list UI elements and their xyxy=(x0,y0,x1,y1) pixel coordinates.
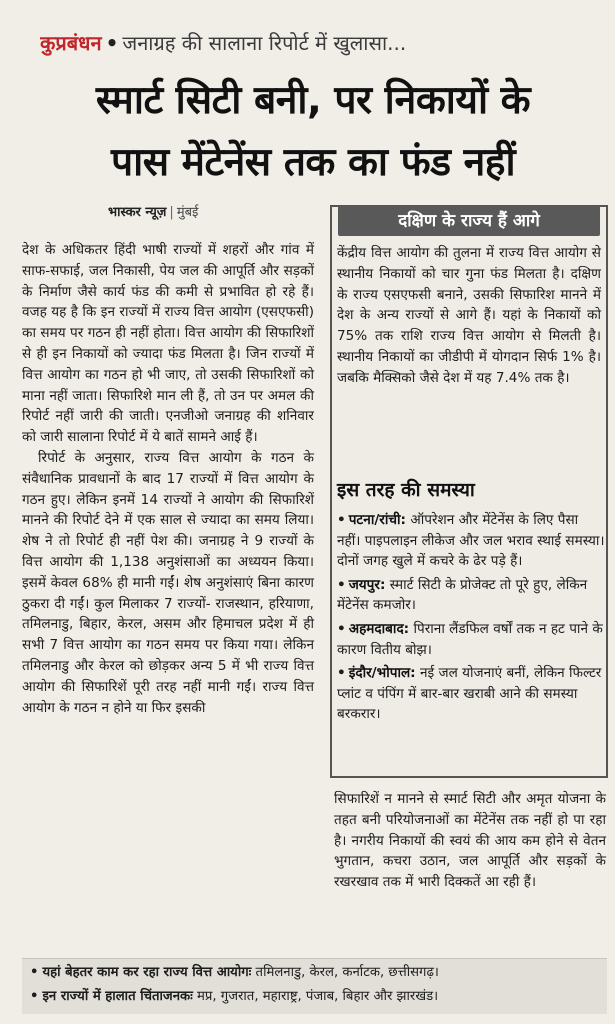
byline-source: भास्कर न्यूज़ xyxy=(108,205,167,220)
bullet: • xyxy=(30,965,39,980)
article-right-continuation: सिफारिशें न मानने से स्मार्ट सिटी और अमृत योजना के तहत बनी परियोजनाओं का मेंटेनेंस तक नहीं हो पा रहा है। नगरीय निकायों की स्वयं की आय कम होने से वेतन भुगतान, कचरा उठान, जल आपूर्ति और सड़कों के रखरखाव तक में भारी दिक्कतें आ रही हैं। xyxy=(334,791,606,891)
problem-text: ऑपरेशन और मेंटेनेंस के लिए पैसा नहीं। पाइपलाइन लीकेज और जल भराव स्थाई समस्या। दोनों जगह खुले में कचरे के ढेर पड़े हैं। xyxy=(337,512,605,570)
bullet: • xyxy=(337,512,346,528)
bullet: • xyxy=(337,665,346,682)
sidebar-title: दक्षिण के राज्य हैं आगे xyxy=(338,206,600,236)
headline xyxy=(18,70,608,194)
bullet: • xyxy=(337,576,346,593)
footer-line-good-states xyxy=(30,962,610,984)
sidebar-subheading: इस तरह की समस्या xyxy=(337,479,475,501)
footer-line1-label: यहां बेहतर काम कर रहा राज्य वित्त आयोगः xyxy=(42,965,252,980)
article-paragraph-1: देश के अधिकतर हिंदी भाषी राज्यों में शहरों और गांव में साफ-सफाई, जल निकासी, पेय जल की आपूर्ति और सड़कों के निर्माण जैसे कार्य फंड की कमी से प्रभावित हो रहे हैं। वजह यह है कि इन राज्यों में राज्य वित्त आयोग (एसएफसी) का समय पर गठन ही नहीं होता। वित्त आयोग की सिफारिशों से ही इन निकायों को ज्यादा फंड मिलता है। जिन राज्यों में वित्त आयोग का गठन हो भी जाए, तो उसकी सिफारिशों को माना नहीं जाता। सिफारिशे मान ली हैं, तो उन पर अमल की रिपोर्ट नहीं जारी की जाती। एनजीओ जनाग्रह की शनिवार को जारी सालाना रिपोर्ट में ये बातें सामने आई हैं। xyxy=(22,242,314,446)
sidebar-intro: केंद्रीय वित्त आयोग की तुलना में राज्य वित्त आयोग से स्थानीय निकायों को चार गुना फंड मिलता है। दक्षिण के राज्य एसएफसी बनाने, उसकी सिफारिश मानने में देश के अन्य राज्यों से आगे हैं। यहां के निकायों को 75% तक राशि राज्य वित्त आयोग से मिलती है। स्थानीय निकायों का जीडीपी में योगदान सिर्फ 1% है। जबकि मैक्सिको जैसे देश में यह 7.4% तक है। xyxy=(337,245,601,386)
byline xyxy=(108,202,308,220)
problem-item xyxy=(337,663,605,725)
kicker-dot: • xyxy=(105,31,119,55)
footer-line2-text: मप्र, गुजरात, महाराष्ट्र, पंजाब, बिहार और झारखंड। xyxy=(197,989,439,1004)
kicker xyxy=(40,30,600,56)
bullet: • xyxy=(337,620,346,637)
problem-item xyxy=(337,575,605,616)
problem-text: स्मार्ट सिटी के प्रोजेक्ट तो पूरे हुए, लेकिन मेंटेनेंस कमजोर। xyxy=(337,576,588,614)
footer-line-worrying-states xyxy=(30,986,610,1008)
headline-line-2: पास मेंटेनेंस तक का फंड नहीं xyxy=(110,140,516,185)
problem-place: जयपुर: xyxy=(348,576,386,593)
problem-place: इंदौर/भोपाल: xyxy=(348,665,416,682)
article-left-column xyxy=(22,240,314,718)
problem-place: अहमदाबाद: xyxy=(348,620,410,637)
headline-line-1: स्मार्ट सिटी बनी, पर निकायों के xyxy=(95,78,531,123)
problem-text: नई जल योजनाएं बनीं, लेकिन फिल्टर प्लांट व पंपिंग में बार-बार खराबी आने की समस्या बरकरार। xyxy=(337,665,602,723)
bullet: • xyxy=(30,989,39,1004)
kicker-label: कुप्रबंधन xyxy=(40,31,102,55)
footer-line2-label: इन राज्यों में हालात चिंताजनकः xyxy=(42,989,193,1004)
byline-separator: | xyxy=(169,205,174,220)
byline-city: मुंबई xyxy=(176,205,199,220)
problem-item xyxy=(337,510,605,572)
footer-line1-text: तमिलनाडु, केरल, कर्नाटक, छत्तीसगढ़। xyxy=(255,965,439,980)
kicker-text: जनाग्रह की सालाना रिपोर्ट में खुलासा... xyxy=(122,31,407,55)
problem-item xyxy=(337,619,605,660)
problem-place: पटना/रांची: xyxy=(348,512,406,528)
problem-list xyxy=(337,510,605,728)
article-paragraph-2: रिपोर्ट के अनुसार, राज्य वित्त आयोग के गठन के संवैधानिक प्रावधानों के बाद 17 राज्यों में वित्त आयोग के गठन हुए। लेकिन इनमें 14 राज्यों ने आयोग की सिफारिशें मानने की रिपोर्ट देने में एक साल से ज्यादा का समय लिया। शेष ने तो रिपोर्ट ही नहीं पेश की। जनाग्रह ने 9 राज्यों के वित्त आयोग की 1,138 अनुशंसाओं का अध्ययन किया। इसमें केवल 68% ही मानी गईं। शेष अनुशंसाएं बिना कारण ठुकरा दी गईं। कुल मिलाकर 7 राज्यों- राजस्थान, हरियाणा, तमिलनाडु, बिहार, केरल, असम और हिमाचल प्रदेश में ही सभी 7 वित्त आयोग का गठन समय पर किया गया। लेकिन तमिलनाडु और केरल को छोड़कर अन्य 5 में भी राज्य वित्त आयोग की सिफारिशें पूरी तरह नहीं मानी गईं। राज्य वित्त आयोग के गठन न होने या फिर इसकी xyxy=(22,449,314,716)
problem-text: पिराना लैंडफिल वर्षों तक न हट पाने के कारण वितीय बोझ। xyxy=(337,620,603,658)
